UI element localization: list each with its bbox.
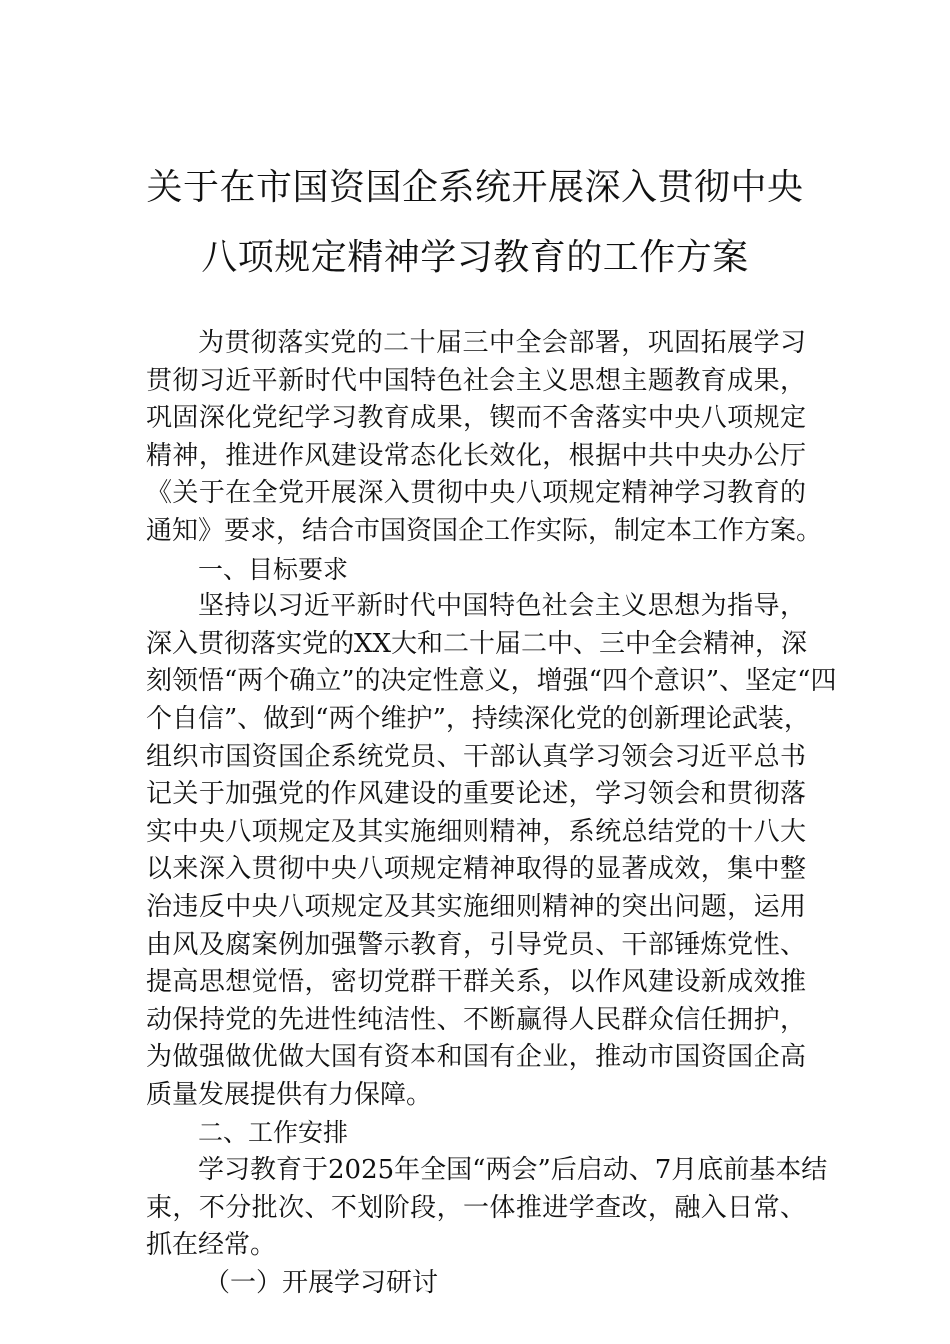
document-body	[146, 325, 837, 1302]
section-1-line: 深入贯彻落实党的XX大和二十届二中、三中全会精神，深	[146, 628, 808, 659]
section-1-line: 由风及腐案例加强警示教育，引导党员、干部锤炼党性、	[146, 929, 806, 960]
section-1-line: 治违反中央八项规定及其实施细则精神的突出问题，运用	[146, 891, 806, 922]
section-1-line: 刻领悟“两个确立”的决定性意义，增强“四个意识”、坚定“四	[146, 666, 837, 697]
section-1-line: 个自信”、做到“两个维护”，持续深化党的创新理论武装，	[146, 703, 810, 734]
intro-line: 《关于在全党开展深入贯彻中央八项规定精神学习教育的	[146, 478, 806, 509]
section-1-line: 动保持党的先进性纯洁性、不断赢得人民群众信任拥护，	[146, 1004, 806, 1035]
section-2-line: 束，不分批次、不划阶段，一体推进学查改，融入日常、	[146, 1192, 806, 1223]
document-title-line-2: 八项规定精神学习教育的工作方案	[201, 237, 749, 278]
section-1-line: 记关于加强党的作风建设的重要论述，学习领会和贯彻落	[146, 779, 806, 810]
section-1-line: 组织市国资国企系统党员、干部认真学习领会习近平总书	[146, 741, 806, 772]
subsection-1-heading: （一）开展学习研讨	[204, 1267, 439, 1298]
intro-line: 为贯彻落实党的二十届三中全会部署，巩固拓展学习	[198, 328, 806, 358]
section-1-line: 为做强做优做大国有资本和国有企业，推动市国资国企高	[146, 1042, 806, 1073]
section-1-line: 坚持以习近平新时代中国特色社会主义思想为指导，	[198, 591, 806, 622]
document-title-line-1: 关于在市国资国企系统开展深入贯彻中央	[146, 167, 804, 208]
section-1-line: 提高思想觉悟，密切党群干群关系，以作风建设新成效推	[146, 967, 806, 998]
section-1-line: 实中央八项规定及其实施细则精神，系统总结党的十八大	[146, 816, 806, 847]
section-1-line: 质量发展提供有力保障。	[146, 1079, 433, 1110]
intro-line: 巩固深化党纪学习教育成果，锲而不舍落实中央八项规定	[146, 403, 806, 434]
intro-line: 通知》要求，结合市国资国企工作实际，制定本工作方案。	[146, 515, 823, 546]
section-2-line: 抓在经常。	[146, 1230, 277, 1261]
section-2-line: 学习教育于2025年全国“两会”后启动、7月底前基本结	[198, 1155, 828, 1186]
intro-line: 精神，推进作风建设常态化长效化，根据中共中央办公厅	[146, 440, 806, 471]
intro-line: 贯彻习近平新时代中国特色社会主义思想主题教育成果，	[146, 365, 806, 396]
section-2-heading: 二、工作安排	[198, 1118, 349, 1148]
section-1-heading: 一、目标要求	[198, 554, 349, 584]
section-1-line: 以来深入贯彻中央八项规定精神取得的显著成效，集中整	[146, 854, 806, 885]
